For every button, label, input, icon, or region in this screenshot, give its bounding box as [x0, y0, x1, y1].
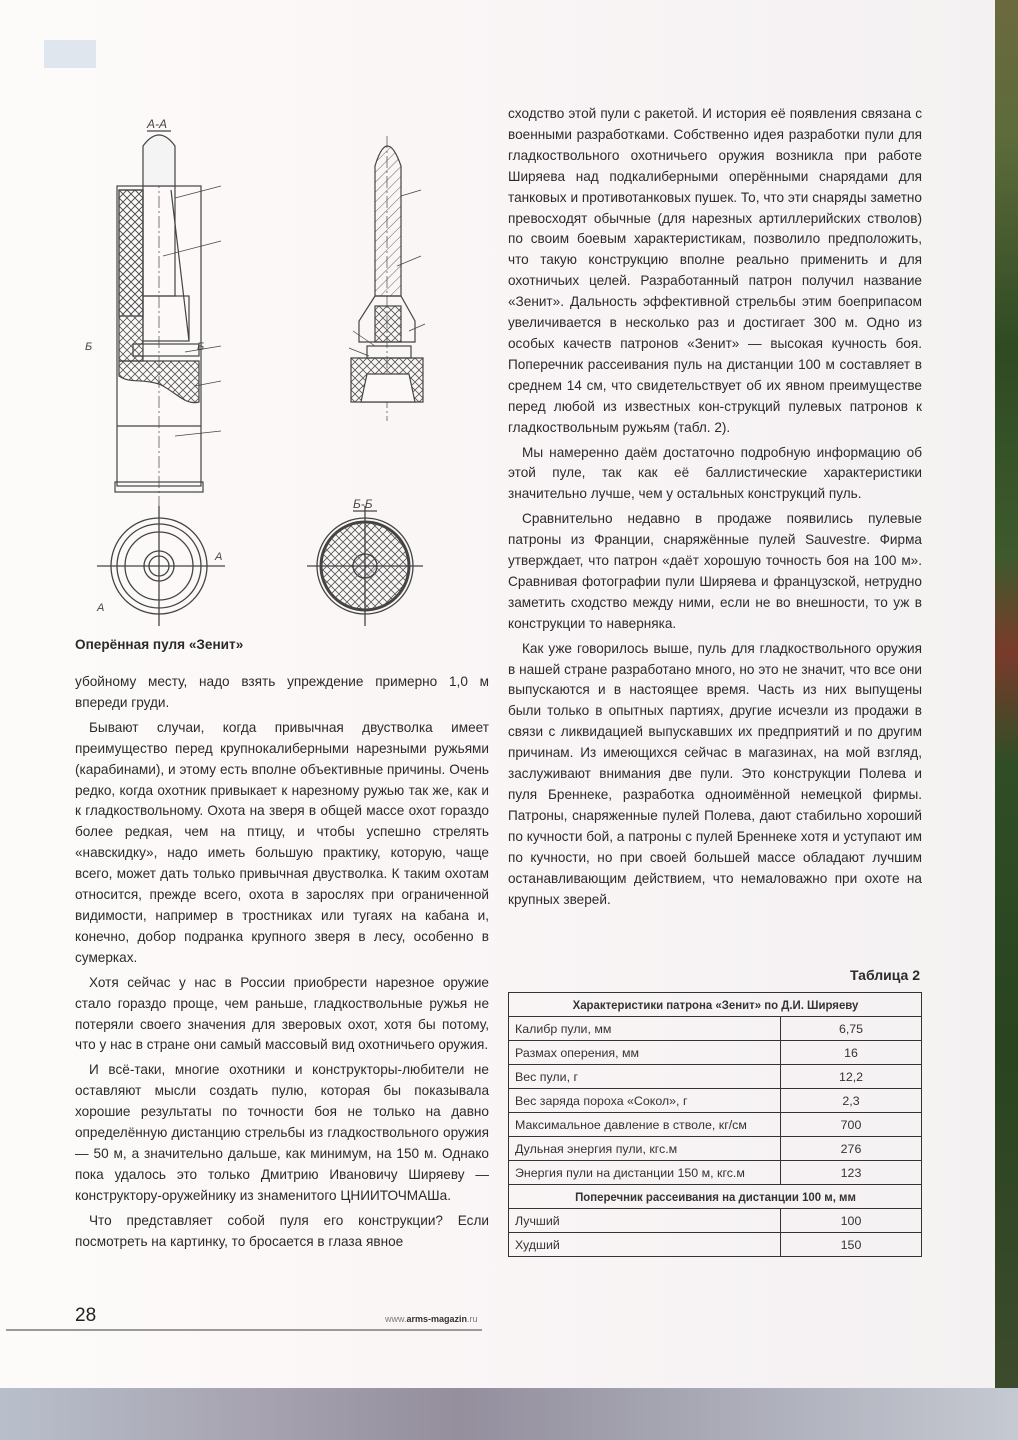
figure-caption: Оперённая пуля «Зенит» — [75, 637, 244, 652]
row-value: 6,75 — [781, 1017, 922, 1041]
row-value: 16 — [781, 1041, 922, 1065]
scan-background-band — [0, 1388, 1018, 1440]
section-b-mark-left: Б — [85, 341, 93, 353]
paragraph: Что представляет собой пуля его конструкции? Если посмотреть на картинку, то бросается в глаза явное — [75, 1212, 489, 1249]
url-suffix: .ru — [467, 1314, 478, 1324]
url-domain: arms-magazin — [406, 1314, 468, 1324]
table-row — [509, 1089, 922, 1113]
paragraph: И всё-таки, многие охотники и конструкторы-любители не оставляют мысли создать пулю, которая бы показывала хорошие результаты по точности боя не только на давно определённую дистанцию стрельбы из гладкоствольного оружия — 50 м, а значительно дальше, как минимум, на 150 м. Однако пока удалось это только Дмитрию Ивановичу Ширяеву — конструктору-оружейнику из знаменитого ЦНИИТОЧМАШа. — [75, 1062, 489, 1203]
right-column — [508, 104, 922, 910]
section-a-mark-right: А — [215, 551, 223, 563]
table-title: Характеристики патрона «Зенит» по Д.И. Ширяеву — [525, 993, 905, 1017]
table-row — [509, 1113, 922, 1137]
bleed-through-logo — [44, 40, 96, 68]
bullet-technical-drawing — [75, 106, 489, 630]
table-row — [509, 1233, 922, 1257]
paragraph: Хотя сейчас у нас в России приобрести нарезное оружие стало гораздо проще, чем раньше, гладкоствольные ружья не потеряли своего значения для зверовых охот, хотя бы потому, что у нас в стране они самый массовый вид охотничьего оружия. — [75, 974, 489, 1053]
table-row — [509, 1041, 922, 1065]
cartridge-spec-table — [508, 992, 922, 1257]
paragraph: Бывают случаи, когда привычная двустволка имеет преимущество перед крупнокалиберными нарезными ружьями (карабинами), и этому есть вполне объективные причины. Очень редко, когда охотник привыкает к нарезному ружью так же, как и к гладкоствольному. Охота на зверя в общей массе охот гораздо более редкая, чем на птицу, и чтобы успешно стрелять «навскидку», надо иметь большую практику, которую, чаще всего, может дать только привычная двустволка. К таким охотам относится, прежде всего, охота в зарослях при ограниченной видимости, например в тростниках или тугаях на кабана и, конечно, добор подранка крупного зверя в лесу, особенно в сумерках. — [75, 719, 489, 965]
row-value: 150 — [781, 1233, 922, 1257]
paragraph: сходство этой пули с ракетой. И история её появления связана с военными разработками. Собственно идея разработки пули для гладкоствольного охотничьего оружия возникла при работе Ширяева над подкалиберными оперёнными снарядами для танковых и противотанковых пушек. То, что эти снаряды заметно превосходят обычные (для нарезных артиллерийских стволов) по своим боевым характеристикам, позволило предположить, что такую конструкцию вполне реально применить и для охотничьих целей. Разработанный патрон получил название «Зенит». Дальность эффективной стрельбы этим боеприпасом увеличивается в несколько раз и достигает 300 м. Одно из особых качеств патронов «Зенит» — высокая кучность боя. Поперечник рассеивания пуль на дистанции 100 м составляет в среднем 14 см, что свидетельствует об их явном преимуществе перед любой из известных кон-струкций пулевых патронов к гладкоствольным ружьям (табл. 2). — [508, 106, 922, 435]
section-aa-label: А-А — [147, 117, 168, 131]
table-row — [509, 1017, 922, 1041]
page-number: 28 — [75, 1305, 97, 1326]
section-bb-label: Б-Б — [353, 497, 373, 511]
url-prefix: www. — [385, 1314, 407, 1324]
table-row — [509, 1161, 922, 1185]
adjacent-page-photo-edge — [995, 0, 1018, 1388]
paragraph: убойному месту, надо взять упреждение примерно 1,0 м впереди груди. — [75, 674, 489, 710]
row-name: Худший — [509, 1233, 781, 1257]
table-row — [509, 1065, 922, 1089]
table-subtitle: Поперечник рассеивания на дистанции 100 м, мм — [525, 1185, 905, 1209]
row-name: Лучший — [509, 1209, 781, 1233]
row-value: 12,2 — [781, 1065, 922, 1089]
section-a-mark-left: А — [97, 602, 105, 614]
footer-url[interactable] — [385, 1314, 478, 1324]
row-name: Размах оперения, мм — [509, 1041, 781, 1065]
row-name: Энергия пули на дистанции 150 м, кгс.м — [509, 1161, 781, 1185]
table-row — [509, 1137, 922, 1161]
end-view-a — [96, 506, 225, 626]
row-name: Калибр пули, мм — [509, 1017, 781, 1041]
row-value: 2,3 — [781, 1089, 922, 1113]
section-bb-view — [307, 497, 423, 626]
section-aa-view — [85, 117, 221, 626]
row-name: Вес пули, г — [509, 1065, 781, 1089]
section-b-mark-right: Б — [197, 341, 205, 353]
table-title-row — [509, 993, 922, 1017]
left-column — [75, 672, 489, 1252]
footer-rule — [6, 1329, 482, 1331]
row-value: 700 — [781, 1113, 922, 1137]
paragraph: Как уже говорилось выше, пуль для гладкоствольного оружия в нашей стране разработано много, но это не значит, что все они выпускаются и в настоящее время. Часть из них выпущены были только в опытных партиях, другие исчезли из продажи в связи с ликвидацией выпускавших их предприятий и по другим причинам. Из имеющихся сейчас в магазинах, на мой взгляд, заслуживают внимания две пули. Это конструкции Полева и пуля Бреннеке, разработка одноимённой немецкой фирмы. Патроны, снаряженные пулей Полева, дают стабильно хороший по кучности бой, а патроны с пулей Бреннеке хотя и уступают им по кучности, но при своей большей массе обладают лучшим останавливающим действием, что немаловажно при охоте на крупных зверей. — [508, 640, 922, 907]
row-value: 100 — [781, 1209, 922, 1233]
paragraph: Мы намеренно даём достаточно подробную информацию об этой пуле, так как её баллистические характеристики значительно лучше, чем у остальных конструкций пуль. — [508, 444, 922, 502]
row-name: Вес заряда пороха «Сокол», г — [509, 1089, 781, 1113]
bullet-side-view — [349, 136, 425, 421]
table-row — [509, 1209, 922, 1233]
table-subtitle-row — [509, 1185, 922, 1209]
paragraph: Сравнительно недавно в продаже появились пулевые патроны из Франции, снаряжённые пулей Sauvestre. Фирма утверждает, что патрон «даёт хорошую точность боя на 100 м». Сравнивая фотографии пули Ширяева и французской, нетрудно заметить сходство между ними, если не во внешности, то уж в конструкции то наверняка. — [508, 511, 922, 631]
table-label: Таблица 2 — [849, 967, 920, 983]
row-value: 276 — [781, 1137, 922, 1161]
row-value: 123 — [781, 1161, 922, 1185]
row-name: Дульная энергия пули, кгс.м — [509, 1137, 781, 1161]
row-name: Максимальное давление в стволе, кг/см — [509, 1113, 781, 1137]
